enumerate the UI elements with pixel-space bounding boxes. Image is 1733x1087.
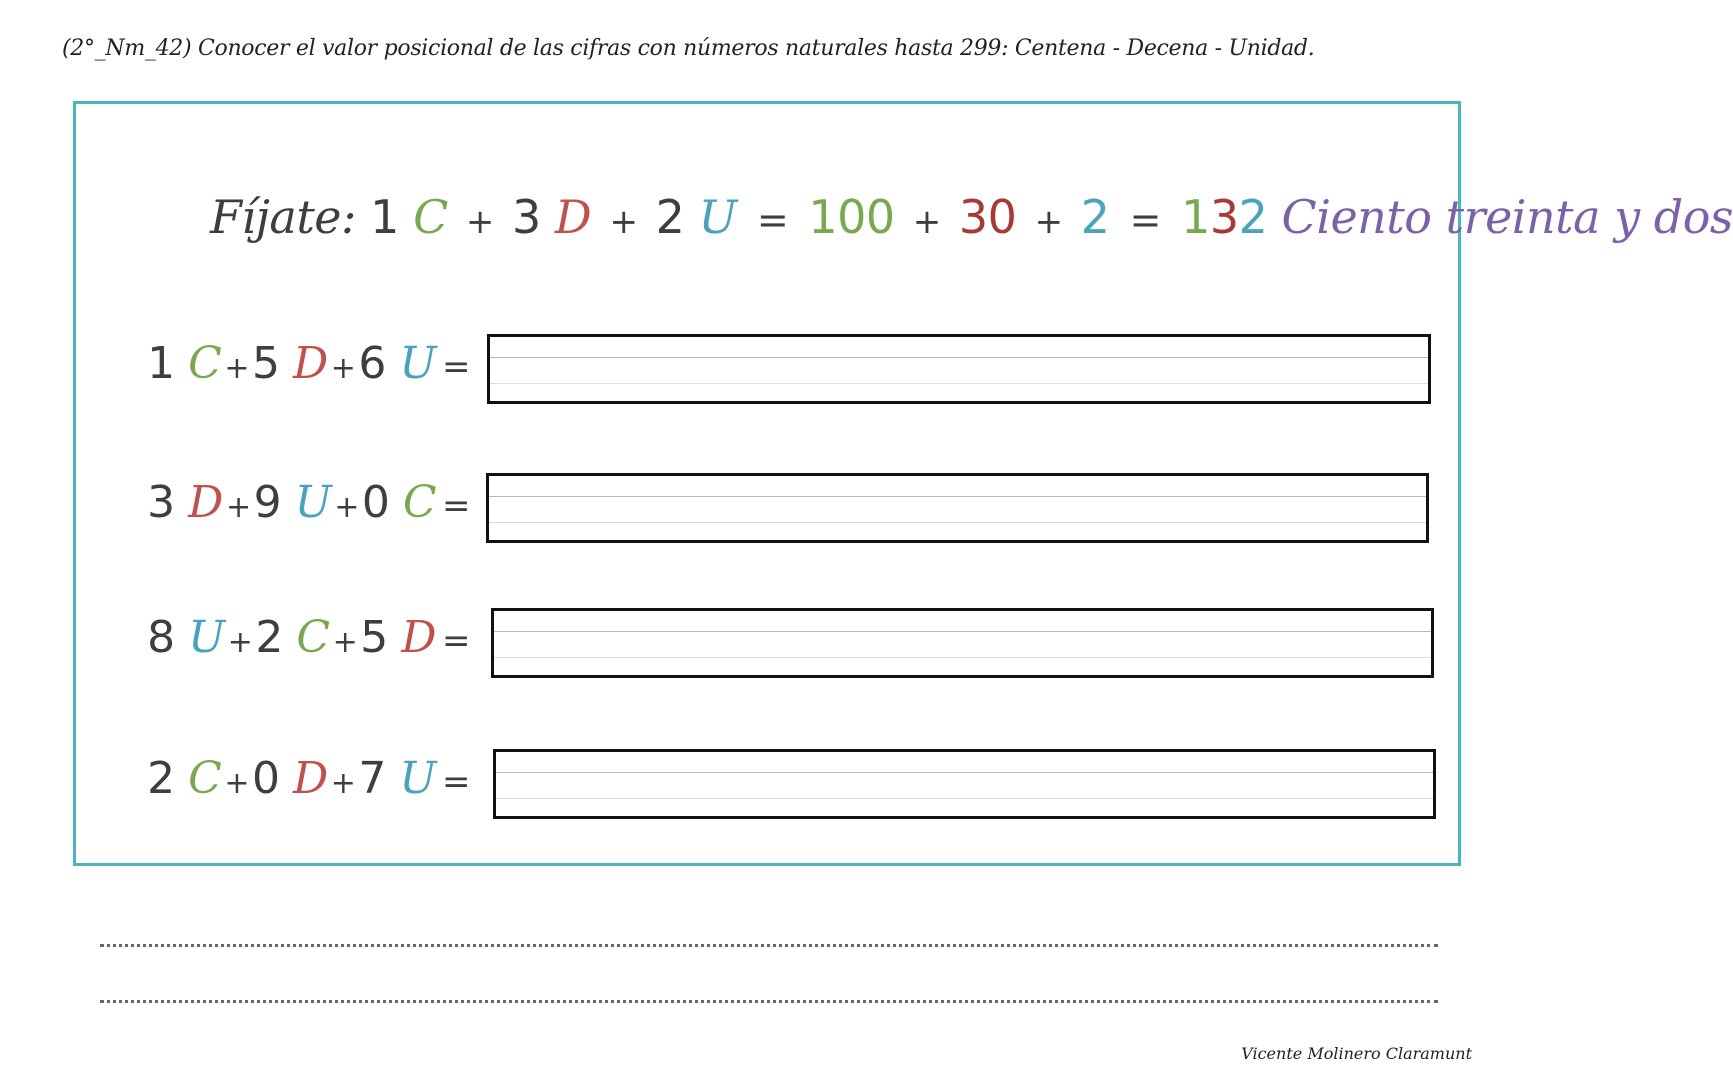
guide-line bbox=[496, 798, 1433, 799]
equals-sign: = bbox=[442, 762, 470, 802]
guide-line bbox=[494, 631, 1431, 632]
plus-sign: + bbox=[330, 766, 356, 801]
exercise-expression bbox=[140, 753, 470, 804]
exercise-digit: 6 bbox=[358, 338, 386, 389]
exercise-letter: D bbox=[292, 338, 328, 389]
exercise-letter: C bbox=[402, 477, 436, 528]
plus-sign: + bbox=[1034, 202, 1063, 242]
plus-sign: + bbox=[330, 351, 356, 386]
exercise-digit: 0 bbox=[361, 477, 390, 528]
exercise-digit: 2 bbox=[147, 753, 175, 804]
example-digit: 2 bbox=[655, 190, 685, 244]
hundreds-value: 100 bbox=[808, 190, 895, 244]
exercise-digit: 2 bbox=[255, 612, 283, 663]
exercise-digit: 8 bbox=[147, 612, 175, 663]
exercise-digit: 9 bbox=[253, 477, 282, 528]
tens-value: 30 bbox=[958, 190, 1017, 244]
exercise-letter: U bbox=[399, 338, 436, 389]
guide-line bbox=[489, 522, 1426, 523]
exercise-letter: U bbox=[294, 477, 332, 528]
exercise-letter: C bbox=[296, 612, 330, 663]
result-tens-digit: 3 bbox=[1209, 190, 1239, 244]
plus-sign: + bbox=[465, 202, 494, 242]
dotted-writing-line bbox=[100, 944, 1438, 947]
answer-box[interactable] bbox=[487, 334, 1431, 404]
plus-sign: + bbox=[227, 625, 253, 660]
author-signature: Vicente Molinero Claramunt bbox=[1241, 1044, 1472, 1063]
exercise-digit: 3 bbox=[147, 477, 175, 528]
example-letter: D bbox=[554, 190, 592, 244]
plus-sign: + bbox=[334, 490, 359, 525]
guide-line bbox=[494, 657, 1431, 658]
plus-sign: + bbox=[225, 490, 251, 525]
equals-sign: = bbox=[442, 347, 470, 387]
guide-line bbox=[490, 383, 1428, 384]
units-value: 2 bbox=[1080, 190, 1110, 244]
example-digit: 3 bbox=[512, 190, 541, 244]
result-units-digit: 2 bbox=[1238, 190, 1268, 244]
exercise-row bbox=[140, 608, 1440, 680]
dotted-writing-line bbox=[100, 1000, 1438, 1003]
result-in-words: Ciento treinta y dos bbox=[1281, 190, 1733, 244]
exercise-letter: D bbox=[188, 477, 223, 528]
plus-sign: + bbox=[609, 202, 638, 242]
exercise-digit: 0 bbox=[251, 753, 280, 804]
equals-sign: = bbox=[442, 621, 470, 661]
exercise-expression bbox=[140, 477, 470, 528]
exercise-digit: 5 bbox=[251, 338, 280, 389]
exercise-letter: D bbox=[401, 612, 436, 663]
exercise-expression bbox=[140, 612, 470, 663]
answer-box[interactable] bbox=[486, 473, 1429, 543]
exercise-row bbox=[140, 473, 1440, 545]
example-line bbox=[210, 190, 1733, 244]
exercise-digit: 1 bbox=[147, 338, 175, 389]
exercise-letter: U bbox=[399, 753, 436, 804]
result-number bbox=[1181, 190, 1267, 244]
answer-box[interactable] bbox=[491, 608, 1434, 678]
exercise-expression bbox=[140, 338, 470, 389]
plus-sign: + bbox=[224, 766, 249, 801]
guide-line bbox=[496, 772, 1433, 773]
example-digit: 1 bbox=[370, 190, 399, 244]
result-hundreds-digit: 1 bbox=[1181, 190, 1210, 244]
exercise-row bbox=[140, 334, 1440, 406]
exercise-letter: C bbox=[188, 338, 222, 389]
example-letter: C bbox=[413, 190, 448, 244]
exercise-row bbox=[140, 749, 1440, 821]
equals-sign: = bbox=[442, 486, 470, 526]
guide-line bbox=[489, 496, 1426, 497]
example-prefix: Fíjate: bbox=[210, 190, 357, 244]
equals-sign: = bbox=[756, 198, 789, 242]
plus-sign: + bbox=[224, 351, 249, 386]
exercise-letter: C bbox=[188, 753, 222, 804]
exercise-letter: D bbox=[292, 753, 328, 804]
equals-sign: = bbox=[1129, 198, 1161, 242]
plus-sign: + bbox=[912, 202, 941, 242]
plus-sign: + bbox=[332, 625, 358, 660]
answer-box[interactable] bbox=[493, 749, 1436, 819]
guide-line bbox=[490, 357, 1428, 358]
worksheet-title: (2°_Nm_42) Conocer el valor posicional de las cifras con números naturales hasta 299: Centena - Decena - Unidad. bbox=[62, 36, 1315, 61]
example-letter: U bbox=[698, 190, 737, 244]
exercise-digit: 7 bbox=[358, 753, 386, 804]
exercise-letter: U bbox=[188, 612, 225, 663]
exercise-digit: 5 bbox=[360, 612, 388, 663]
